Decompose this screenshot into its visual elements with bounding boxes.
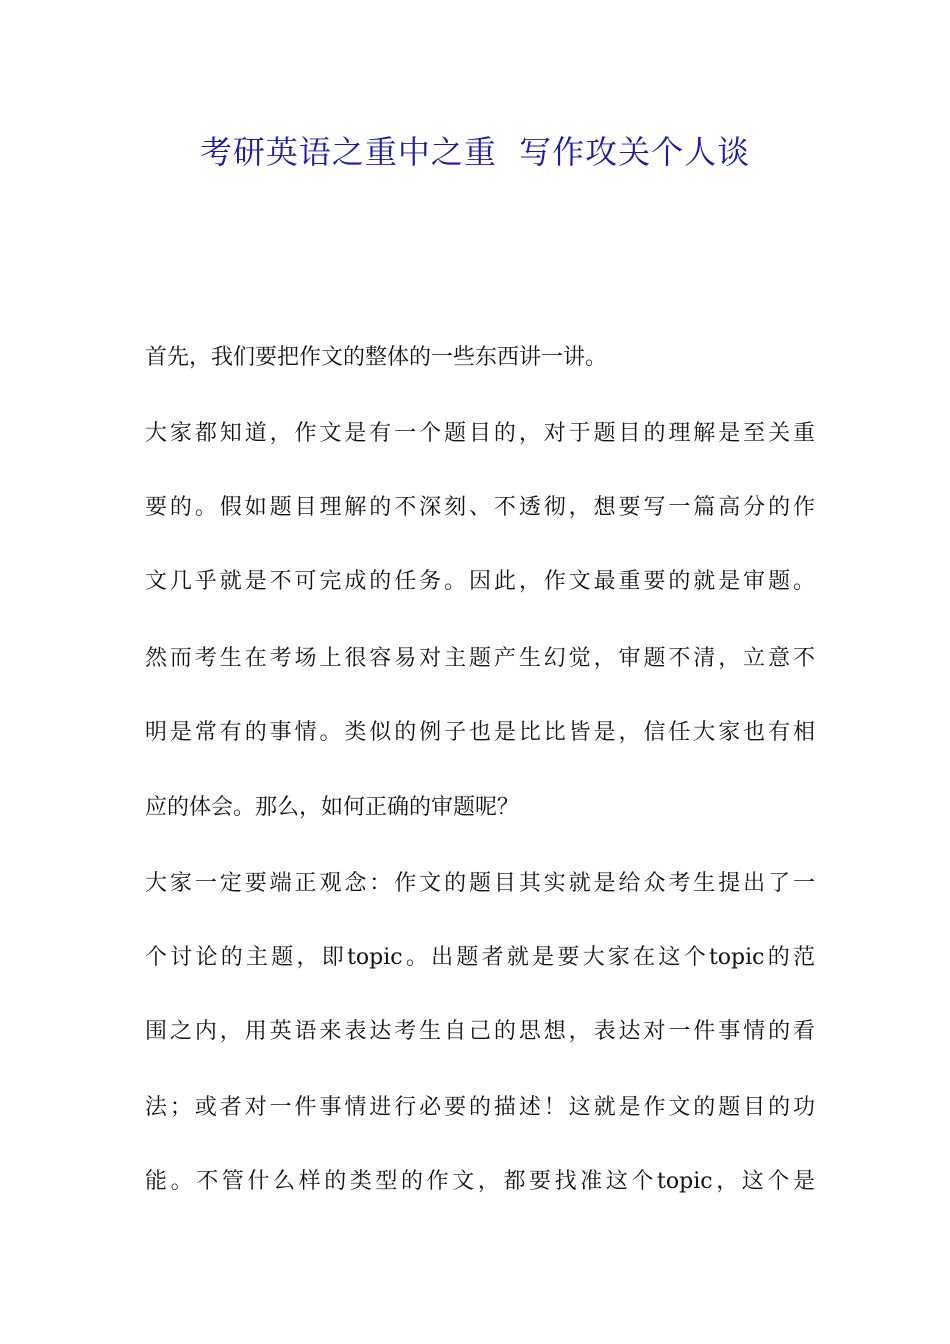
body-line: 然而考生在考场上很容易对主题产生幻觉，审题不清，立意不 <box>145 646 815 671</box>
body-line: 首先，我们要把作文的整体的一些东西讲一讲。 <box>145 345 608 370</box>
body-line: 应的体会。那么，如何正确的审题呢？ <box>145 795 520 820</box>
body-line: 文几乎就是不可完成的任务。因此，作文最重要的就是审题。 <box>145 569 815 594</box>
body-line: 大家都知道，作文是有一个题目的，对于题目的理解是至关重 <box>145 421 815 446</box>
body-line: 个讨论的主题，即topic。出题者就是要大家在这个topic的范 <box>145 945 815 970</box>
body-line: 大家一定要端正观念：作文的题目其实就是给众考生提出了一 <box>145 871 815 896</box>
body-line: 能。不管什么样的类型的作文，都要找准这个topic，这个是 <box>145 1169 815 1194</box>
body-line: 围之内，用英语来表达考生自己的思想，表达对一件事情的看 <box>145 1019 815 1044</box>
body-line: 法；或者对一件事情进行必要的描述！这就是作文的题目的功 <box>145 1095 815 1120</box>
document-title: 考研英语之重中之重 写作攻关个人谈 <box>199 133 751 171</box>
body-line: 要的。假如题目理解的不深刻、不透彻，想要写一篇高分的作 <box>145 495 815 520</box>
body-line: 明是常有的事情。类似的例子也是比比皆是，信任大家也有相 <box>145 720 815 745</box>
